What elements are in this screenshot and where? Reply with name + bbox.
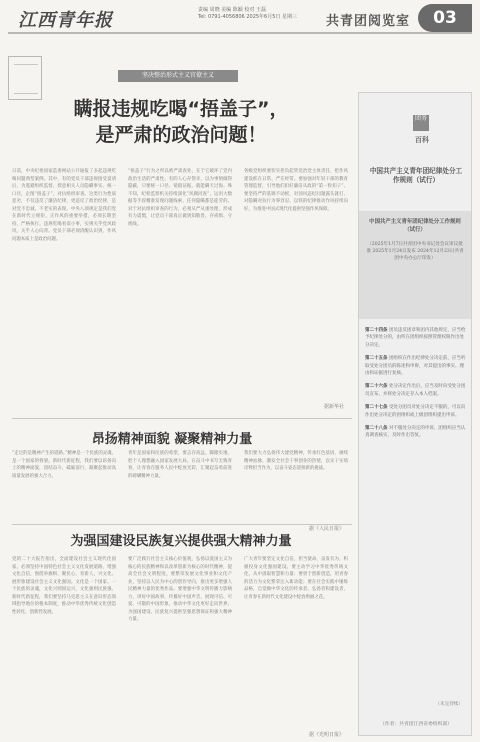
sidebar-stripe xyxy=(359,211,471,319)
article-column: 广大青年要坚定文化自信，担当使命，奋发有为，积极投身文化强国建设。要主动学习中华优秀传统文化，从中汲取智慧和力量；要勇于创新创造，用青春的活力为文化繁荣注入新动能；要在社会实践中锤炼品格，自觉做中华文化的传承者、弘扬者和建设者，让青春在新时代文化建设中绽放绚丽之花。 xyxy=(244,557,348,600)
article-column: 青年是国家和民族的希望，要志存高远、脚踏实地，把个人理想融入国家发展大局，在奋斗中书写无悔青春，让青春在服务人民中绽放光彩，汇聚起奋勇前进的磅礴精神力量。 xyxy=(128,451,232,479)
page-number: 03 xyxy=(418,4,472,32)
sidebar-header xyxy=(413,115,453,149)
article-source: 据《人民日报》 xyxy=(308,526,344,532)
sidebar-article: 第二十五条 团组织在作出纪律处分决定前，应当听取受处分团员的陈述和申辩，对其提出的事实、理由和证据进行复核。 xyxy=(365,356,466,377)
sidebar-article: 第二十六条 处分决定作出后，应当及时向受处分团员宣布，并将处分决定存入本人档案。 xyxy=(365,384,466,397)
masthead-meta xyxy=(198,7,308,21)
masthead xyxy=(8,4,472,34)
section-divider xyxy=(12,524,352,525)
article-kicker: 坚决整治形式主义官僚主义 xyxy=(118,70,238,82)
article-column: 日前，中央纪委国家监委网站公开通报了多起违规吃喝问题典型案例。其中，有的党员干部违规接受宴请后，为逃避组织监督，授意相关人员隐瞒事实、统一口径，企图“捂盖子”，对抗组织审查。这类行为性质恶劣，不仅违反了廉洁纪律，更违反了政治纪律，是对党不忠诚、不老实的表现。中央八项规定是我们党在新时代立规矩、正作风的重要举措，必须长期坚持、严格执行。违规吃喝看似小事，实则关乎党风政风，关乎人心向背。党员干部必须清醒认识到，作风问题本质上是政治问题。 xyxy=(12,169,116,242)
section-divider xyxy=(12,418,352,419)
newspaper-logo: 江西青年报 xyxy=(18,10,113,31)
headline-line-2: 是严肃的政治问题！ xyxy=(95,124,267,146)
sidebar-article: 第二十四条 团员违反团章和团内其他规定，应当给予纪律处分的，由所在团组织按照管理权限作出处分决定。 xyxy=(365,328,466,348)
article-2-body xyxy=(12,450,352,530)
meta-line-date: Tel: 0791-4056806 2025年6月5日 星期三 xyxy=(198,14,298,20)
sidebar-stripe-title: 中国共产主义青年团纪律处分工作规则（试行） xyxy=(369,219,461,233)
headline-line-1: 瞒报违规吃喝“捂盖子”， xyxy=(73,98,289,120)
article-3-body xyxy=(12,556,352,736)
meta-line-editors: 责编 周晓 美编 陈颖 校对 王磊 xyxy=(198,7,266,13)
sidebar-stripe-desc: （2025年1月7日共青团中央书记处会议审议批准 2025年1月24日发布 2024年12月23日共青团中央办公厅印发） xyxy=(366,242,464,261)
article-column: 我们要大力弘扬伟大建党精神，传承红色基因，赓续精神血脉，激发全社会干事创业的热情，以实干实绩诠释担当作为，以奋斗姿态迎接新的挑战。 xyxy=(244,451,348,471)
article-source: 据新华社 xyxy=(323,404,344,410)
sidebar-title: 中国共产主义青年团纪律处分工作规则（试行） xyxy=(369,167,463,184)
decorative-frame-icon xyxy=(8,56,42,100)
sidebar-panel xyxy=(358,92,472,736)
to-be-continued: （未完待续） xyxy=(435,702,463,707)
sidebar-articles xyxy=(365,327,467,707)
article-column: “捂盖子”行为之所以被严肃查处，在于它破坏了党内政治生活的严肃性。有的人心存侥幸，以为事情做得隐蔽，只要统一口径、销毁证据，就能瞒天过海。殊不知，纪检监察机关持续深化“风腐同查”，运用大数据等手段精准发现问题线索，任何隐瞒都是徒劳的。对于对抗组织审查的行为，必须从严从重处理，形成有力震慑，让党员干部真正做到知敬畏、存戒惧、守底线。 xyxy=(128,169,232,227)
sidebar-header-sub: 百科 xyxy=(415,136,429,144)
article-3-title: 为强国建设民族复兴提供强大精神力量 xyxy=(70,534,292,549)
article-source: 据《光明日报》 xyxy=(308,732,344,738)
article-2-title: 昂扬精神面貌 凝聚精神力量 xyxy=(91,432,253,447)
sidebar-footer: （作者：共青团江西省委组织部） xyxy=(380,722,452,728)
article-headline xyxy=(56,96,306,148)
sidebar-header-badge: 团务 xyxy=(413,115,429,131)
article-column: 党的二十大报告指出，全面建设社会主义现代化国家，必须坚持中国特色社会主义文化发展道路，增强文化自信，围绕举旗帜、聚民心、育新人、兴文化、展形象建设社会主义文化强国。文化是一个国家、一个民族的灵魂，文化兴则国运兴，文化强则民族强。新时代新征程，我们要坚持马克思主义在意识形态领域指导地位的根本制度，推动中华优秀传统文化创造性转化、创新性发展。 xyxy=(12,557,116,615)
sidebar-article: 第二十八条 对不服处分决定的申诉，团组织应当认真调查核实，及时作出答复。 xyxy=(365,426,466,439)
article-body xyxy=(12,168,352,408)
article-column: 要广泛践行社会主义核心价值观，弘扬以爱国主义为核心的民族精神和以改革创新为核心的时代精神，提高全社会文明程度。要繁荣发展文化事业和文化产业，坚持以人民为中心的创作导向，推出更多增强人民精神力量的优秀作品。要增强中华文明传播力影响力，讲好中国故事，传播好中国声音，展现可信、可爱、可敬的中国形象，推动中华文化更好走向世界，为强国建设、民族复兴提供坚强思想保证和强大精神力量。 xyxy=(128,557,232,622)
section-title: 共青团阅览室 xyxy=(326,14,411,29)
article-column: 各级党组织要切实担负起管党治党主体责任，把作风建设抓在日常、严在经常。要加强对年轻干部的教育管理监督，引导他们扣好廉洁从政的“第一粒扣子”。要坚持严的基调不动摇，对顶风违纪问题露头就打，对隐瞒对抗行为零容忍，以铁的纪律推动作风持续向好，为推进中国式现代化提供坚强作风保障。 xyxy=(244,169,348,212)
sidebar-article: 第二十七条 受处分团员对处分决定不服的，可以向作出处分决定的团组织或上级团组织提出申诉。 xyxy=(365,405,466,418)
article-column: “走过的是精神产生的道路。”精神是一个民族的灵魂，是一个国家的脊梁。新时代新征程，我们要以昂扬向上的精神面貌，团结奋斗，砥砺前行，凝聚起推动高质量发展的强大合力。 xyxy=(12,451,116,479)
